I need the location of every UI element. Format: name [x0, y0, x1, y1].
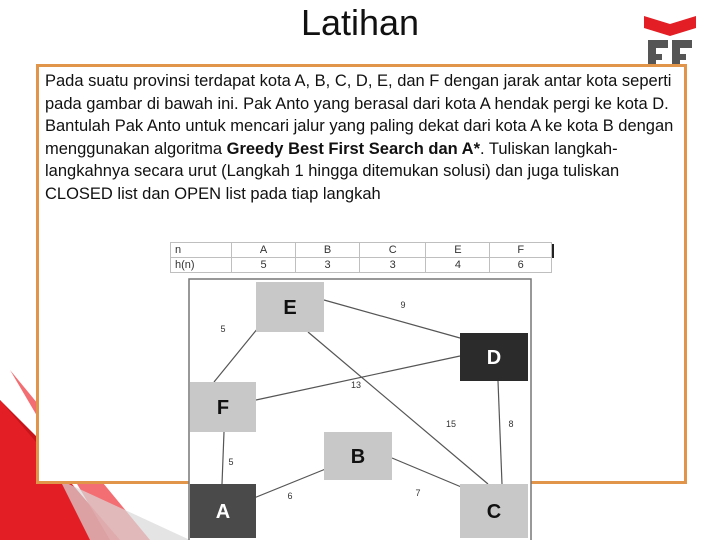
node-c-label: C	[486, 501, 502, 523]
edge-weight-b-c: 7	[415, 488, 421, 498]
text-cursor-mark	[552, 244, 554, 258]
heuristic-node: B	[296, 243, 360, 258]
problem-text-bold: Greedy Best First Search dan A*	[226, 139, 481, 158]
edge-weight-f-d: 13	[350, 380, 362, 390]
heuristic-value: 4	[426, 258, 490, 273]
problem-text-part-1: Pada suatu provinsi terdapat kota A, B, C, D, E, dan F dengan jarak antar kota seperti pada gambar di bawah ini. Pak Anto yang berasal dari kota A hendak pergi ke kota D. Bantulah Pak Anto untuk mencari jalur yang paling dekat dari kota A ke kota B dengan menggunakan algoritma	[45, 72, 674, 158]
problem-text-part-2: . Tuliskan langkah-langkahnya secara urut (Langkah 1 hingga ditemukan solusi) dan juga tuliskan CLOSED list dan OPEN list pada tiap langkah	[45, 139, 620, 203]
heuristic-node: C	[360, 243, 426, 258]
city-graph	[188, 278, 532, 540]
heuristic-header-row	[171, 243, 552, 258]
heuristic-value-label: h(n)	[171, 258, 232, 273]
heuristic-value-row	[171, 258, 552, 273]
node-d-label: D	[486, 347, 502, 369]
edge-weight-e-d: 9	[400, 300, 406, 310]
heuristic-value: 3	[296, 258, 360, 273]
heuristic-node: A	[232, 243, 296, 258]
node-f-label: F	[216, 397, 230, 419]
edge-weight-e-f: 5	[220, 324, 226, 334]
node-a-label: A	[215, 501, 231, 523]
heuristic-value: 3	[360, 258, 426, 273]
node-b-label: B	[350, 446, 366, 468]
edge-weight-e-c: 15	[445, 419, 457, 429]
edge-weight-a-b: 6	[287, 491, 293, 501]
slide-title: Latihan	[300, 2, 420, 43]
heuristic-table	[170, 242, 552, 273]
heuristic-value: 5	[232, 258, 296, 273]
heuristic-header-label: n	[171, 243, 232, 258]
edge-weight-f-a: 5	[228, 457, 234, 467]
problem-text	[45, 70, 685, 205]
node-e-label: E	[283, 297, 297, 319]
heuristic-value: 6	[490, 258, 552, 273]
heuristic-node: F	[490, 243, 552, 258]
edge-weight-d-c: 8	[508, 419, 514, 429]
heuristic-node: E	[426, 243, 490, 258]
